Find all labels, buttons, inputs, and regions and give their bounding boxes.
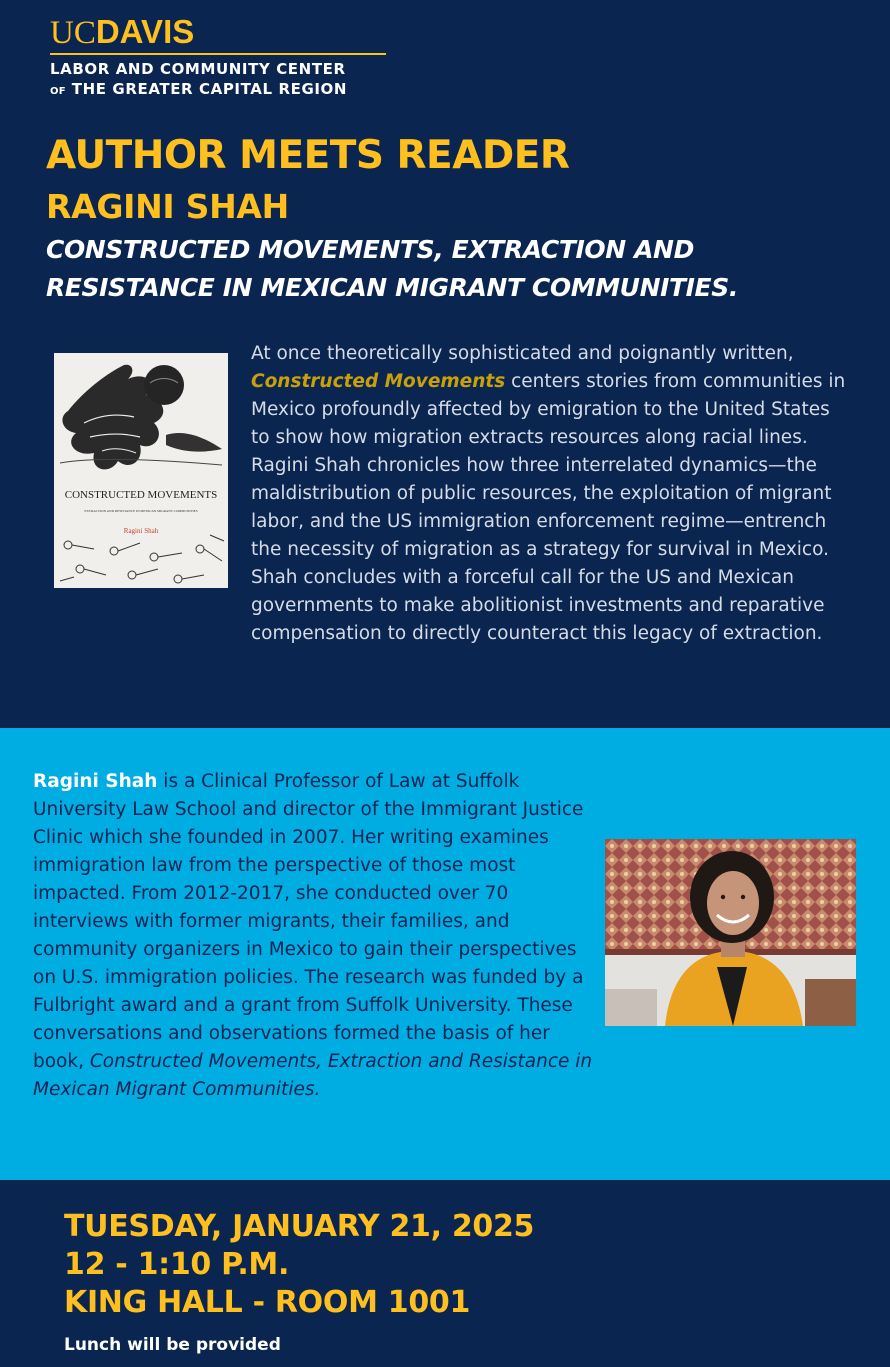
event-date: TUESDAY, JANUARY 21, 2025 xyxy=(64,1209,535,1244)
series-title: AUTHOR MEETS READER xyxy=(46,133,570,178)
logo-wordmark: UCDAVIS xyxy=(50,13,195,51)
author-bio: Ragini Shah is a Clinical Professor of Law at Suffolk University Law School and director of the Immigrant Justice Clinic which she founded in 2007. Her writing examines immigration law from the perspective of those most impacted. From 2012-2017, she conducted over 70 interviews with former migrants, their families, and community organizers in Mexico to gain their perspectives on U.S. immigration policies. The research was funded by a Fulbright award and a grant from Suffolk University. These conversations and observations formed the basis of her book, Constructed Movements, Extraction and Resistance in Mexican Migrant Communities. xyxy=(33,771,593,1100)
book-cover-author: Ragini Shah xyxy=(123,527,159,535)
logo-rule xyxy=(50,53,386,55)
logo-line-2: OF THE GREATER CAPITAL REGION xyxy=(50,80,348,98)
author-photo xyxy=(605,839,856,1026)
logo-line-1: LABOR AND COMMUNITY CENTER xyxy=(50,60,346,78)
bio-author-name: Ragini Shah xyxy=(33,771,158,792)
book-cover-title: CONSTRUCTED MOVEMENTS xyxy=(64,489,218,501)
book-description: At once theoretically sophisticated and poignantly written, Constructed Movements centers stories from communities in Mexico profoundly affected by emigration to the United States to show how migration extracts resources along racial lines. Ragini Shah chronicles how three interrelated dynamics—the maldistribution of public resources, the exploitation of migrant labor, and the US immigration enforcement regime—entrench the necessity of migration as a strategy for survival in Mexico. Shah concludes with a forceful call for the US and Mexican governments to make abolitionist investments and reparative compensation to directly counteract this legacy of extraction. xyxy=(251,343,846,644)
book-cover-art xyxy=(54,353,228,588)
event-details xyxy=(64,1208,534,1322)
author-photo-art xyxy=(605,839,856,1026)
book-title-highlight: Constructed Movements xyxy=(251,371,506,392)
book-title-heading: CONSTRUCTED MOVEMENTS, EXTRACTION AND RESISTANCE IN MEXICAN MIGRANT COMMUNITIES. xyxy=(46,235,738,302)
author-name: RAGINI SHAH xyxy=(46,187,289,226)
book-cover xyxy=(54,353,228,588)
book-cover-subtitle: EXTRACTION AND RESISTANCE IN MEXICAN MIGRANT COMMUNITIES xyxy=(84,509,198,513)
ucdavis-logo xyxy=(50,14,386,102)
lunch-note: Lunch will be provided xyxy=(64,1335,281,1355)
event-location: KING HALL - ROOM 1001 xyxy=(64,1285,471,1320)
event-time: 12 - 1:10 P.M. xyxy=(64,1247,290,1282)
